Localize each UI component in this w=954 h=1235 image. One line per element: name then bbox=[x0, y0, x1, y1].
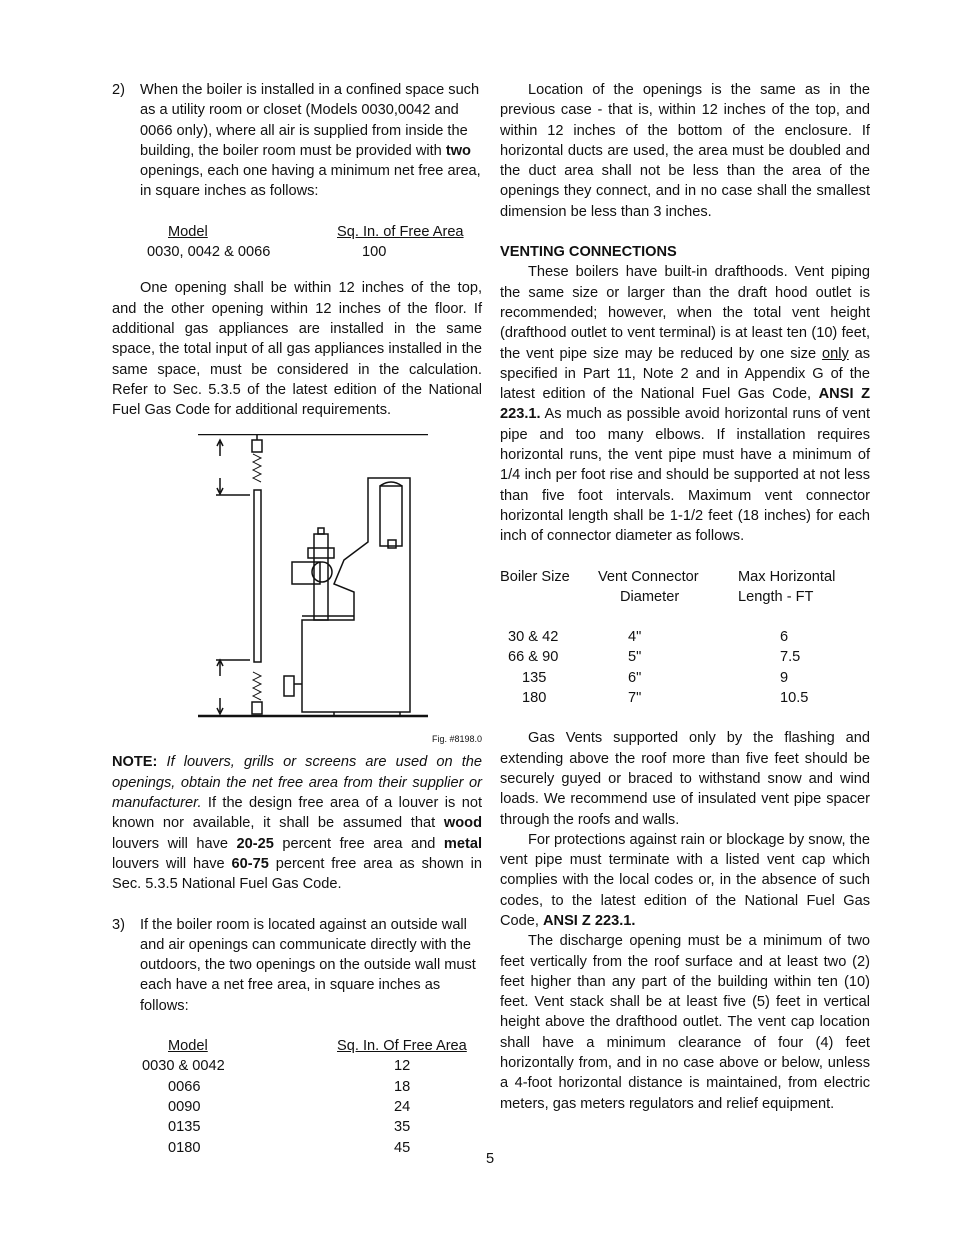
table2-row bbox=[112, 1077, 482, 1097]
gas-vents-paragraph: Gas Vents supported only by the flashing and extending above the roof more than five feet should be securely guyed or braced to withstand snow and wind loads. We recommend use of insulated vent pipe spacer through the roofs and walls. bbox=[500, 730, 870, 828]
vent-cell-diameter: 4" bbox=[628, 629, 642, 646]
table2-row bbox=[112, 1056, 482, 1076]
table2-cell-area: 35 bbox=[394, 1119, 411, 1136]
table1-header-model: Model bbox=[168, 223, 208, 240]
vent-cell-length: 7.5 bbox=[780, 649, 801, 666]
table1-header-area: Sq. In. of Free Area bbox=[337, 223, 464, 240]
vent-cell-size: 135 bbox=[522, 669, 547, 686]
vent-subheader-diameter: Diameter bbox=[620, 588, 680, 605]
item-2 bbox=[112, 80, 482, 202]
table1-row bbox=[112, 242, 482, 262]
table2-row bbox=[112, 1117, 482, 1137]
vent-cell-diameter: 5" bbox=[628, 649, 642, 666]
boiler-diagram bbox=[112, 434, 482, 744]
right-column bbox=[500, 80, 870, 1114]
item-3-number: 3) bbox=[112, 916, 125, 933]
figure-label: Fig. #8198.0 bbox=[431, 734, 482, 745]
vent-cell-size: 180 bbox=[522, 690, 547, 707]
item-2-text: When the boiler is installed in a confined space such as a utility room or closet (Models 0030,0042 and 0066 only), where all air is supplied from inside the building, the boiler room must be provided with two openings, each one having a minimum net free area, in square inches as follows: bbox=[140, 82, 481, 200]
venting-paragraph: These boilers have built-in drafthoods. Vent piping the same size or larger than the draft hood outlet is recommended; however, when the total vent height (drafthood outlet to vent terminal) is at least ten (10) feet, the vent pipe size may be reduced by one size only as specified in Part 11, Note 2 and in Appendix G of the latest edition of the National Fuel Gas Code, ANSI Z 223.1. As much as possible avoid horizontal runs of vent pipe and too many elbows. If installation requires horizontal runs, the vent pipe must have a minimum of 1/4 inch per foot rise and should be supported at not less than five foot intervals. Maximum vent connector horizontal length shall be 1-1/2 feet (18 inches) for each inch of connector diameter as follows. bbox=[500, 264, 871, 545]
table2-cell-model: 0066 bbox=[168, 1078, 201, 1095]
location-paragraph: Location of the openings is the same as in the previous case - that is, within 12 inches of the top, and within 12 inches of the bottom of the enclosure. If horizontal ducts are used, the area must be doubled and the duct area shall not be less than the area of the openings they connect, and in no case shall the smallest dimension be less than 3 inches. bbox=[500, 82, 870, 220]
boiler-installation-figure bbox=[112, 434, 482, 744]
vent-cell-diameter: 7" bbox=[628, 690, 642, 707]
protection-paragraph: For protections against rain or blockage by snow, the vent pipe must terminate with a listed vent cap which complies with the local codes or, in the absence of such codes, to the latest edition of the National Fuel Gas Code, ANSI Z 223.1. bbox=[500, 831, 870, 929]
opening-location-paragraph: One opening shall be within 12 inches of the top, and the other opening within 12 inches of the floor. If additional gas appliances are installed in the same space, the total input of all gas appliances installed in the same space, must be considered in the calculation. Refer to Sec. 5.3.5 of the latest edition of the National Fuel Gas Code for additional requirements. bbox=[112, 280, 482, 419]
table2-cell-model: 0030 & 0042 bbox=[142, 1058, 225, 1075]
table1-header bbox=[112, 222, 482, 242]
table2-cell-area: 45 bbox=[394, 1139, 411, 1156]
vent-table-subheader bbox=[500, 587, 870, 607]
table2-row bbox=[112, 1097, 482, 1117]
vent-header-horizontal: Max Horizontal bbox=[738, 568, 836, 585]
table2-header bbox=[112, 1036, 482, 1056]
vent-table-row bbox=[500, 627, 870, 647]
vent-cell-length: 6 bbox=[780, 629, 789, 646]
table2-header-area: Sq. In. Of Free Area bbox=[337, 1038, 467, 1055]
vent-header-connector: Vent Connector bbox=[598, 568, 699, 585]
table1-cell-area: 100 bbox=[362, 244, 387, 261]
vent-cell-length: 9 bbox=[780, 669, 789, 686]
item-2-number: 2) bbox=[112, 82, 125, 98]
vent-cell-length: 10.5 bbox=[780, 690, 809, 707]
item-3-text: If the boiler room is located against an outside wall and air openings can communicate directly with the outdoors, the two openings on the outside wall must each have a net free area, in square inches as follows: bbox=[140, 916, 476, 1014]
table2-cell-area: 18 bbox=[394, 1078, 411, 1095]
vent-table-row bbox=[500, 668, 870, 688]
discharge-paragraph: The discharge opening must be a minimum of two feet vertically from the roof surface and at least two (2) feet higher than any part of the building within ten (10) feet. Vent stack shall be at least five (5) feet in vertical height above the drafthood outlet. The vent cap location shall have a minimum clearance of four (4) feet horizontally from, and in no case above or below, unless a 4-foot horizontal distance is maintained, from electric meters, gas meters regulators and relief equipment. bbox=[500, 933, 870, 1112]
left-column bbox=[112, 80, 482, 1158]
table2-cell-model: 0135 bbox=[168, 1119, 201, 1136]
venting-heading: VENTING CONNECTIONS bbox=[500, 244, 677, 261]
table2-cell-model: 0090 bbox=[168, 1098, 201, 1115]
item-3 bbox=[112, 915, 482, 1016]
table2-header-model: Model bbox=[168, 1038, 208, 1055]
vent-table-row bbox=[500, 688, 870, 708]
vent-cell-size: 66 & 90 bbox=[508, 649, 559, 666]
vent-table-header bbox=[500, 567, 870, 587]
vent-cell-diameter: 6" bbox=[628, 669, 642, 686]
vent-subheader-length: Length - FT bbox=[738, 588, 814, 605]
table2-cell-area: 12 bbox=[394, 1058, 411, 1075]
note-paragraph: NOTE: If louvers, grills or screens are used on the openings, obtain the net free area from their supplier or manufacturer. If the design free area of a louver is not known nor available, it shall be assumed that wood louvers will have 20-25 percent free area and metal louvers will have 60-75 percent free area as shown in Sec. 5.3.5 National Fuel Gas Code. bbox=[112, 754, 483, 893]
vent-table-row bbox=[500, 647, 870, 667]
table1-cell-model: 0030, 0042 & 0066 bbox=[147, 244, 271, 261]
page-number: 5 bbox=[485, 1151, 495, 1167]
table2-cell-model: 0180 bbox=[168, 1139, 201, 1156]
vent-cell-size: 30 & 42 bbox=[508, 629, 559, 646]
table2-cell-area: 24 bbox=[394, 1098, 411, 1115]
vent-header-size: Boiler Size bbox=[500, 568, 570, 585]
